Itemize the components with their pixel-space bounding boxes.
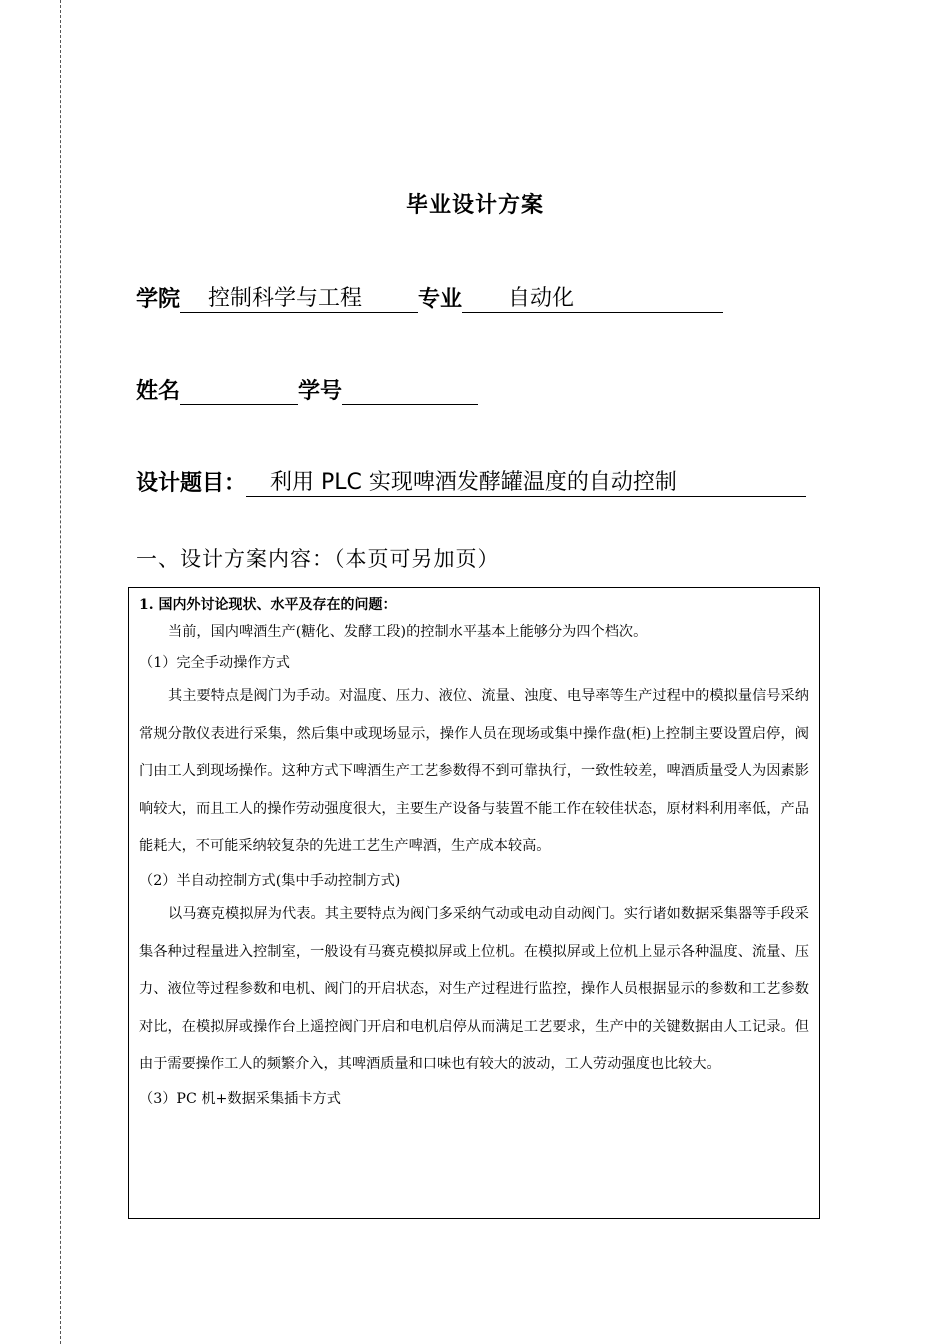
item2-title: （2）半自动控制方式(集中手动控制方式) bbox=[139, 872, 401, 889]
item1-title: （1）完全手动操作方式 bbox=[139, 655, 290, 671]
college-field bbox=[180, 286, 418, 313]
major-label: 专业 bbox=[418, 287, 463, 312]
topic-value: 利用 PLC 实现啤酒发酵罐温度的自动控制 bbox=[270, 470, 677, 495]
topic-field bbox=[246, 470, 806, 497]
topic-label: 设计题目： bbox=[136, 471, 247, 496]
college-value: 控制科学与工程 bbox=[208, 286, 363, 311]
college-major-row bbox=[136, 282, 723, 313]
intro-paragraph: 当前，国内啤酒生产(糖化、发酵工段)的控制水平基本上能够分为四个档次。 bbox=[168, 624, 648, 640]
name-id-row bbox=[136, 374, 478, 405]
item3-title: （3）PC 机+数据采集插卡方式 bbox=[139, 1090, 341, 1107]
student-id-label: 学号 bbox=[298, 379, 343, 404]
student-id-field bbox=[342, 378, 478, 405]
content-box bbox=[128, 587, 820, 1219]
item2-paragraph: 以马赛克模拟屏为代表。其主要特点为阀门多采纳气动或电动自动阀门。实行诸如数据采集器等手段采集各种过程量进入控制室，一般设有马赛克模拟屏或上位机。在模拟屏或上位机上显示各种温度、流量、压力、液位等过程参数和电机、阀门的开启状态，对生产过程进行监控，操作人员根据显示的参数和工艺参数对比，在模拟屏或操作台上遥控阀门开启和电机启停从而满足工艺要求，生产中的关键数据由人工记录。但由于需要操作工人的频繁介入，其啤酒质量和口味也有较大的波动，工人劳动强度也比较大。 bbox=[139, 905, 809, 1073]
topic-row bbox=[136, 466, 806, 497]
document-title: 毕业设计方案 bbox=[405, 193, 544, 218]
major-value: 自动化 bbox=[508, 286, 575, 311]
section-heading: 一、设计方案内容：（本页可另加页） bbox=[136, 547, 500, 571]
item1-paragraph: 其主要特点是阀门为手动。对温度、压力、液位、流量、浊度、电导率等生产过程中的模拟量信号采纳常规分散仪表进行采集，然后集中或现场显示，操作人员在现场或集中操作盘(柜)上控制主要设置启停，阀门由工人到现场操作。这种方式下啤酒生产工艺参数得不到可靠执行，一致性较差，啤酒质量受人为因素影响较大，而且工人的操作劳动强度很大，主要生产设备与装置不能工作在较佳状态，原材料利用率低，产品能耗大，不可能采纳较复杂的先进工艺生产啤酒，生产成本较高。 bbox=[139, 688, 809, 855]
name-field bbox=[180, 378, 298, 405]
content-heading: 1. 国内外讨论现状、水平及存在的问题： bbox=[139, 597, 397, 613]
major-field bbox=[462, 286, 723, 313]
college-label: 学院 bbox=[136, 287, 181, 312]
name-label: 姓名 bbox=[136, 379, 181, 404]
